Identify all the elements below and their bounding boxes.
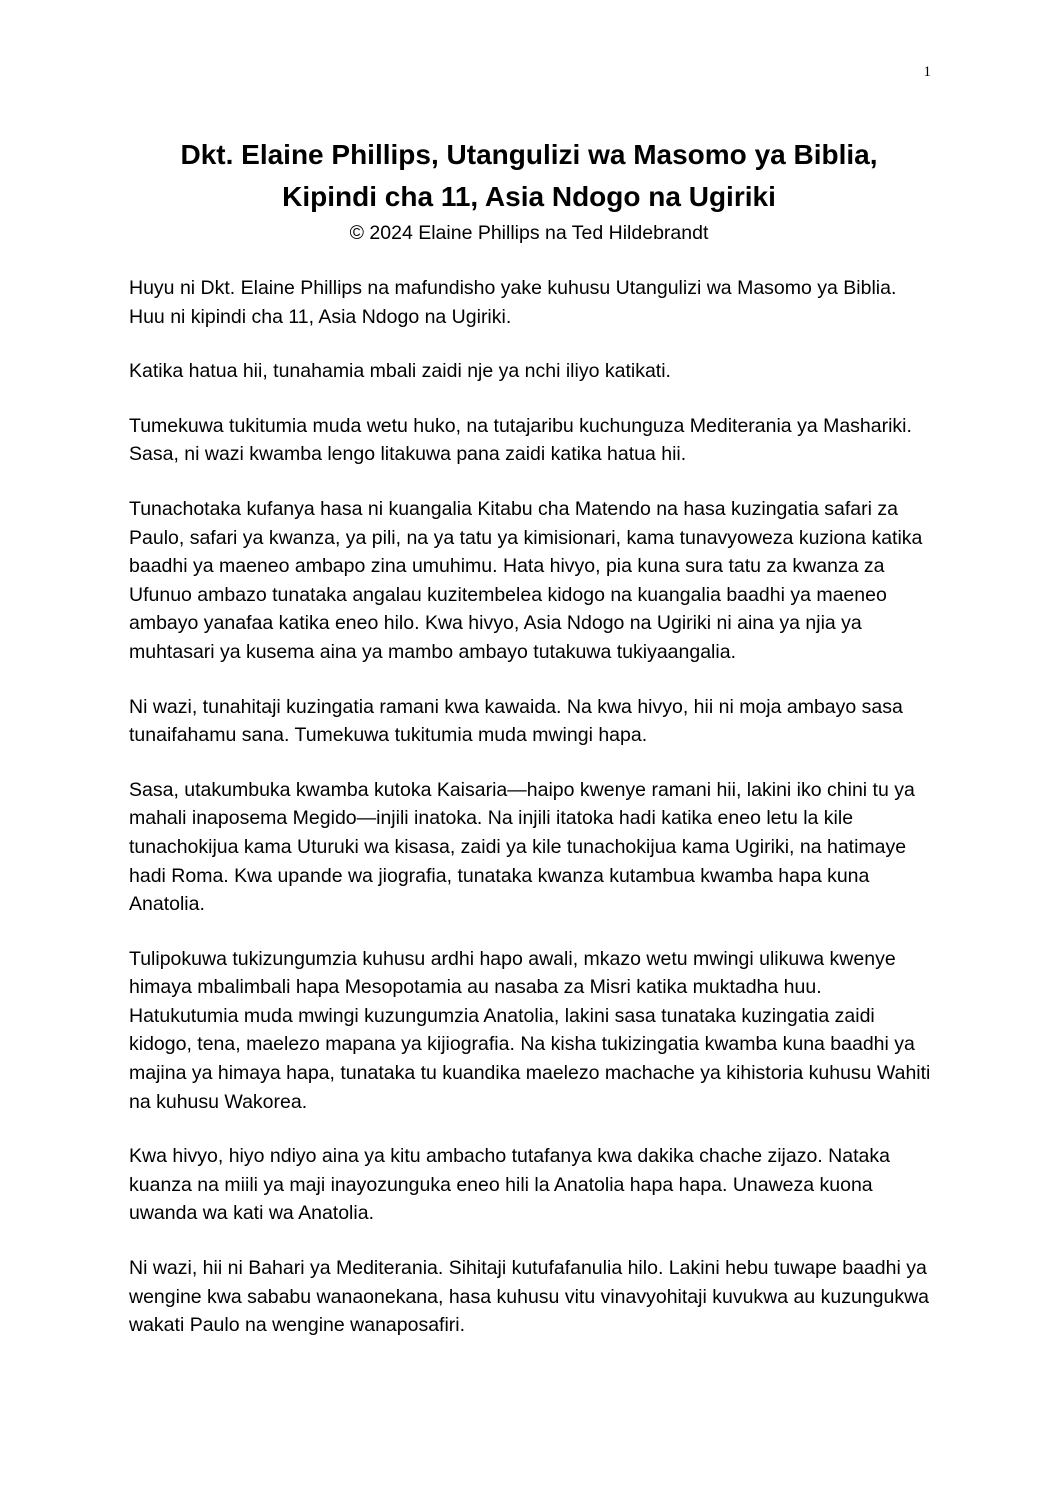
title-line-1: Dkt. Elaine Phillips, Utangulizi wa Masomo ya Biblia, (180, 139, 878, 170)
paragraph: Tulipokuwa tukizungumzia kuhusu ardhi hapo awali, mkazo wetu mwingi ulikuwa kwenye himaya mbalimbali hapa Mesopotamia au nasaba za Misri katika muktadha huu. Hatukutumia muda mwingi kuzungumzia Anatolia, lakini sasa tunataka kuzingatia zaidi kidogo, tena, maelezo mapana ya kijiografia. Na kisha tukizingatia kwamba kuna baadhi ya majina ya himaya hapa, tunataka tu kuandika maelezo machache ya kihistoria kuhusu Wahiti na kuhusu Wakorea. (129, 947, 931, 1113)
title-line-2: Kipindi cha 11, Asia Ndogo na Ugiriki (282, 181, 776, 212)
paragraph: Ni wazi, hii ni Bahari ya Mediterania. Sihitaji kutufafanulia hilo. Lakini hebu tuwape baadhi ya wengine kwa sababu wanaonekana, hasa kuhusu vitu vinavyohitaji kuvukwa au kuzungukwa wakati Paulo na wengine wanaposafiri. (129, 1257, 930, 1337)
paragraph: Sasa, utakumbuka kwamba kutoka Kaisaria—haipo kwenye ramani hii, lakini iko chini tu ya mahali inaposema Megido—injili inatoka. Na injili itatoka hadi katika eneo letu la kile tunachokijua kama Uturuki wa kisasa, zaidi ya kile tunachokijua kama Ugiriki, na hatimaye hadi Roma. Kwa upande wa jiografia, tunataka kwanza kutambua kwamba hapa kuna Anatolia. (129, 778, 915, 916)
paragraph: Tunachotaka kufanya hasa ni kuangalia Kitabu cha Matendo na hasa kuzingatia safari za Paulo, safari ya kwanza, ya pili, na ya tatu ya kimisionari, kama tunavyoweza kuziona katika baadhi ya maeneo ambapo zina umuhimu. Hata hivyo, pia kuna sura tatu za kwanza za Ufunuo ambazo tunataka angalau kuzitembelea kidogo na kuangalia baadhi ya maeneo ambayo yanafaa katika eneo hilo. Kwa hivyo, Asia Ndogo na Ugiriki ni aina ya njia ya muhtasari ya kusema aina ya mambo ambayo tutakuwa tukiyaangalia. (129, 497, 923, 663)
document-title (0, 134, 1058, 218)
paragraph: Huyu ni Dkt. Elaine Phillips na mafundisho yake kuhusu Utangulizi wa Masomo ya Biblia. Huu ni kipindi cha 11, Asia Ndogo na Ugiriki. (129, 277, 897, 328)
page-number: 1 (923, 64, 931, 80)
paragraph: Kwa hivyo, hiyo ndiyo aina ya kitu ambacho tutafanya kwa dakika chache zijazo. Nataka kuanza na miili ya maji inayozunguka eneo hili la Anatolia hapa hapa. Unaweza kuona uwanda wa kati wa Anatolia. (129, 1145, 890, 1225)
paragraph: Katika hatua hii, tunahamia mbali zaidi nje ya nchi iliyo katikati. (129, 360, 671, 383)
paragraph: Tumekuwa tukitumia muda wetu huko, na tutajaribu kuchunguza Mediterania ya Mashariki. Sasa, ni wazi kwamba lengo litakuwa pana zaidi katika hatua hii. (129, 414, 912, 466)
paragraph: Ni wazi, tunahitaji kuzingatia ramani kwa kawaida. Na kwa hivyo, hii ni moja ambayo sasa tunaifahamu sana. Tumekuwa tukitumia muda mwingi hapa. (129, 695, 903, 747)
copyright-line: © 2024 Elaine Phillips na Ted Hildebrandt (349, 222, 709, 244)
document-body (129, 274, 934, 1366)
